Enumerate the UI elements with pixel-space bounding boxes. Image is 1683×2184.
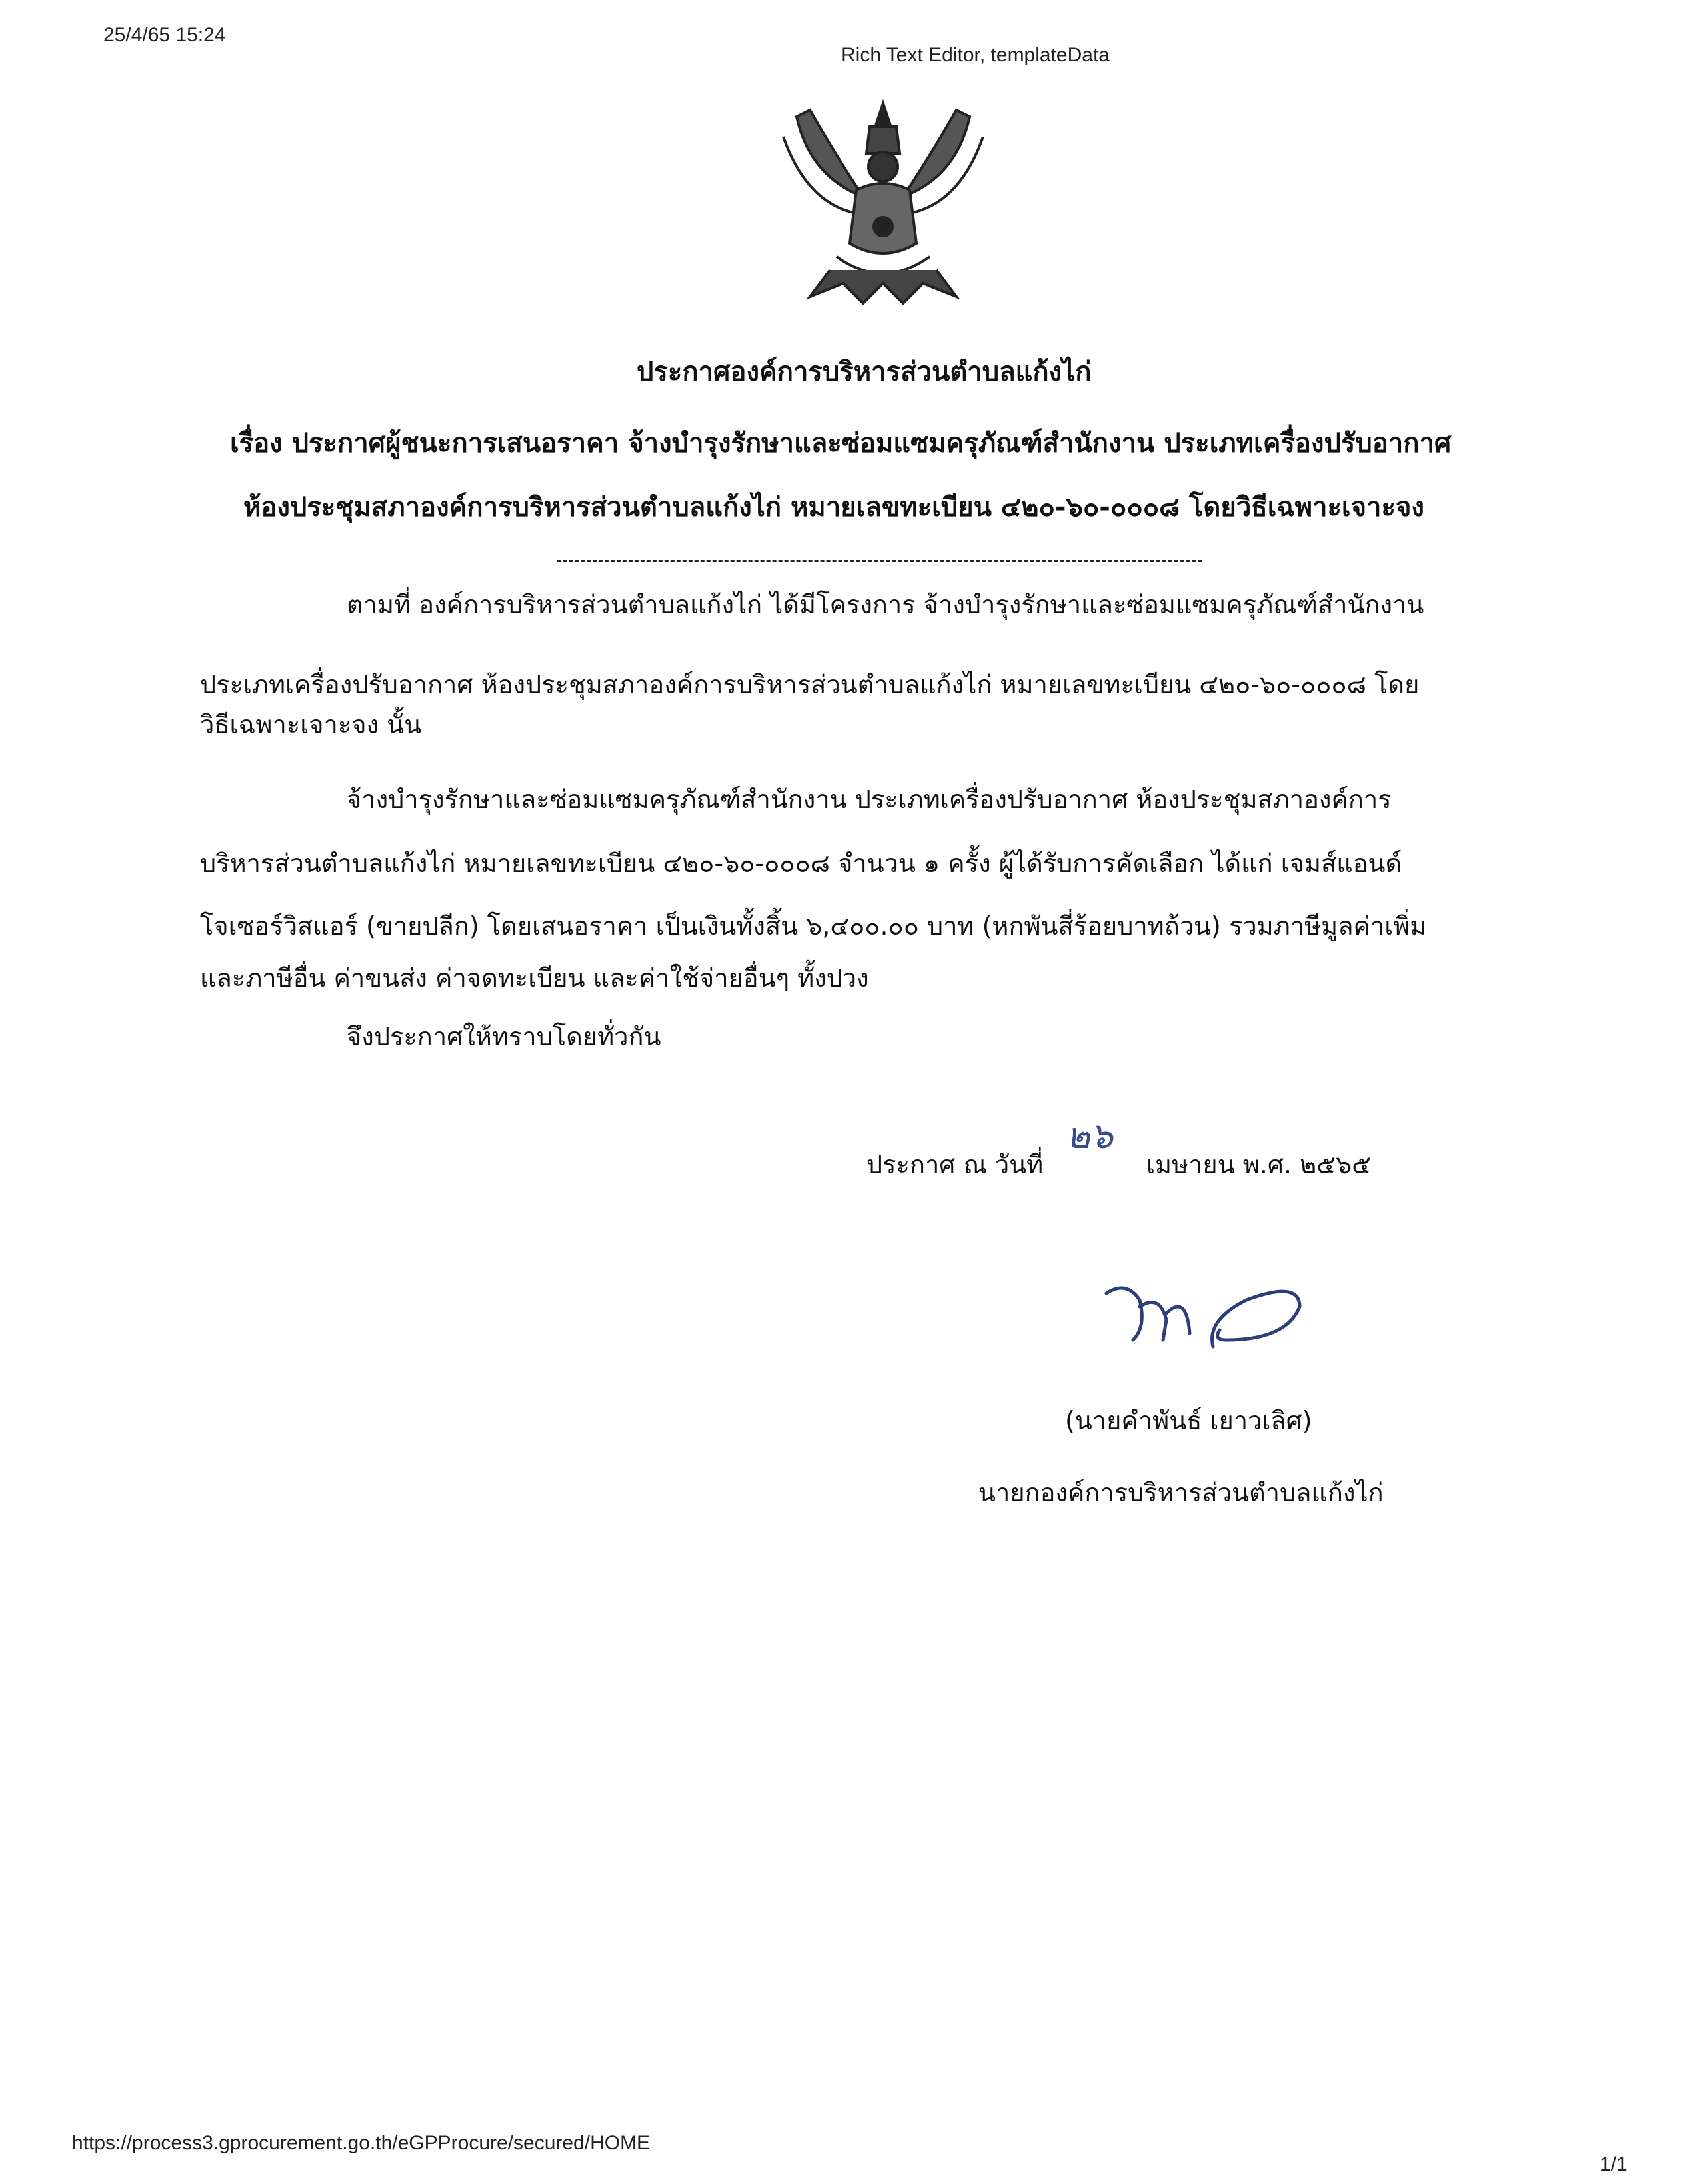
paragraph-1-line-2: ประเภทเครื่องปรับอากาศ ห้องประชุมสภาองค์การบริหารส่วนตำบลแก้งไก่ หมายเลขทะเบียน ๔๒๐-๖๐-๐๐๐๘ โดย — [200, 670, 1420, 699]
paragraph-1-line-3: วิธีเฉพาะเจาะจง นั้น — [200, 710, 422, 739]
heading-divider — [557, 560, 1202, 562]
heading-line-1: ประกาศองค์การบริหารส่วนตำบลแก้งไก่ — [637, 357, 1092, 387]
print-footer-page: 1/1 — [1600, 2153, 1628, 2175]
garuda-emblem-icon — [770, 90, 996, 317]
paragraph-1-line-1: ตามที่ องค์การบริหารส่วนตำบลแก้งไก่ ได้มีโครงการ จ้างบำรุงรักษาและซ่อมแซมครุภัณฑ์สำนักงาน — [347, 590, 1424, 619]
paragraph-3: จึงประกาศให้ทราบโดยทั่วกัน — [347, 1022, 661, 1051]
print-header-title: Rich Text Editor, templateData — [841, 44, 1110, 66]
print-header-datetime: 25/4/65 15:24 — [103, 24, 226, 46]
print-footer-url[interactable]: https://process3.gprocurement.go.th/eGPProcure/secured/HOME — [72, 2132, 651, 2154]
paragraph-2-line-3: โจเซอร์วิสแอร์ (ขายปลีก) โดยเสนอราคา เป็นเงินทั้งสิ้น ๖,๔๐๐.๐๐ บาท (หกพันสี่ร้อยบาทถ้วน) รวมภาษีมูลค่าเพิ่ม — [200, 911, 1427, 941]
paragraph-2-line-1: จ้างบำรุงรักษาและซ่อมแซมครุภัณฑ์สำนักงาน ประเภทเครื่องปรับอากาศ ห้องประชุมสภาองค์การ — [347, 785, 1392, 814]
handwritten-signature-icon — [1100, 1267, 1320, 1367]
paragraph-2-line-4: และภาษีอื่น ค่าขนส่ง ค่าจดทะเบียน และค่าใช้จ่ายอื่นๆ ทั้งปวง — [200, 963, 869, 993]
signer-name: (นายคำพันธ์ เยาวเลิศ) — [1065, 1406, 1312, 1435]
paragraph-2-line-2: บริหารส่วนตำบลแก้งไก่ หมายเลขทะเบียน ๔๒๐-๖๐-๐๐๐๘ จำนวน ๑ ครั้ง ผู้ได้รับการคัดเลือก ได้แก่ เจมส์แอนด์ — [200, 849, 1402, 878]
heading-line-3: ห้องประชุมสภาองค์การบริหารส่วนตำบลแก้งไก่ หมายเลขทะเบียน ๔๒๐-๖๐-๐๐๐๘ โดยวิธีเฉพาะเจาะจง — [243, 492, 1424, 523]
announce-date-suffix: เมษายน พ.ศ. ๒๕๖๕ — [1146, 1150, 1371, 1179]
signer-position: นายกองค์การบริหารส่วนตำบลแก้งไก่ — [978, 1478, 1384, 1507]
announce-date-day: ๒๖ — [1066, 1115, 1113, 1157]
heading-line-2: เรื่อง ประกาศผู้ชนะการเสนอราคา จ้างบำรุงรักษาและซ่อมแซมครุภัณฑ์สำนักงาน ประเภทเครื่องปรับอากาศ — [230, 428, 1452, 459]
announce-date-prefix: ประกาศ ณ วันที่ — [866, 1150, 1044, 1179]
